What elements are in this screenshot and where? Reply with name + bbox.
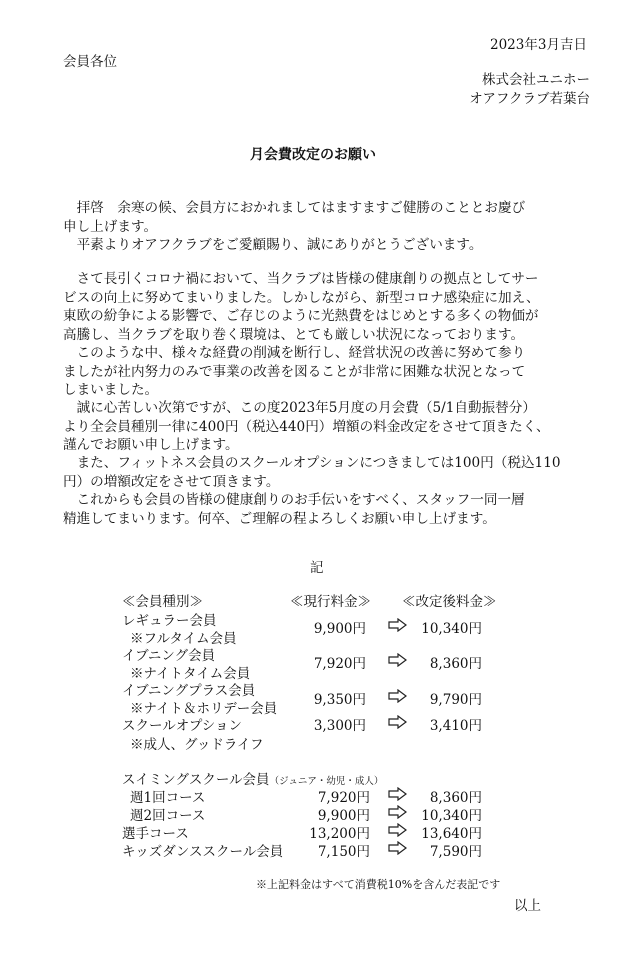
revised-fee: 8,360円 — [429, 790, 482, 806]
addressee: 会員各位 — [63, 54, 117, 70]
current-fee: 3,300円 — [313, 718, 366, 734]
revised-fee: 10,340円 — [421, 808, 482, 824]
revised-fee: 7,590円 — [429, 844, 482, 860]
line: 精進してまいります。何卒、ご理解の程よろしくお願い申し上げます。 — [63, 510, 496, 527]
paragraph-school-option — [63, 454, 563, 491]
revised-fee: 8,360円 — [429, 656, 482, 672]
line: より全会員種別一律に400円（税込440円）増額の料金改定をさせて頂きたく、 — [63, 418, 550, 435]
revised-fee: 9,790円 — [429, 692, 482, 708]
course-name: 選手コース — [122, 826, 189, 842]
swim-heading-label: スイミングスクール会員 — [122, 772, 270, 788]
document-title: 月会費改定のお願い — [250, 147, 376, 163]
swim-heading-note: （ジュニア・幼児・成人） — [269, 776, 384, 787]
member-type-name: スクールオプション — [122, 718, 243, 734]
line: しまいました。 — [63, 382, 159, 398]
revised-fee: 13,640円 — [421, 826, 482, 842]
member-type-name: レギュラー会員 — [122, 613, 217, 629]
revised-fee: 10,340円 — [421, 621, 482, 637]
member-type-name: イブニングプラス会員 — [122, 683, 256, 699]
right-arrow-icon — [388, 841, 408, 855]
header-revised-fee: ≪改定後料金≫ — [402, 594, 497, 610]
current-fee: 13,200円 — [309, 826, 370, 842]
current-fee: 7,150円 — [317, 844, 370, 860]
paragraph-closing — [63, 491, 563, 528]
right-arrow-icon — [388, 653, 408, 667]
sender-company: 株式会社ユニホー — [482, 72, 590, 88]
current-fee: 9,900円 — [313, 621, 366, 637]
paragraph-request — [63, 399, 563, 455]
member-type-note: ※成人、グッドライフ — [130, 737, 264, 753]
line: 謹んでお願い申し上げます。 — [63, 437, 239, 453]
tax-footnote: ※上記料金はすべて消費税10%を含んだ表記です — [256, 878, 501, 891]
line: 誠に心苦しい次第ですが、この度2023年5月度の月会費（5/1自動振替分） — [63, 400, 536, 416]
document-date: 2023年3月吉日 — [490, 37, 587, 53]
line: ましたが社内努力のみで事業の改善を図ることが非常に困難な状況となって — [63, 363, 526, 380]
line: これからも会員の皆様の健康創りのお手伝いをすべく、スタッフ一同一層 — [63, 492, 525, 508]
right-arrow-icon — [388, 805, 408, 819]
current-fee: 9,350円 — [313, 692, 366, 708]
header-member-type: ≪会員種別≫ — [122, 594, 203, 610]
course-name: 週1回コース — [130, 790, 206, 806]
right-arrow-icon — [388, 715, 408, 729]
line: 申し上げます。 — [63, 218, 158, 235]
ki-label: 記 — [310, 560, 324, 576]
closing-mark: 以上 — [514, 898, 541, 914]
current-fee: 9,900円 — [317, 808, 370, 824]
right-arrow-icon — [388, 689, 408, 703]
line: ビスの向上に努めてまいりました。しかしながら、新型コロナ感染症に加え、 — [63, 289, 540, 306]
line: さて長引くコロナ禍において、当クラブは皆様の健康創りの拠点としてサー — [63, 271, 539, 287]
revised-fee: 3,410円 — [429, 718, 482, 734]
right-arrow-icon — [388, 823, 408, 837]
line: 拝啓 余寒の候、会員方におかれましてはますますご健勝のこととお慶び — [63, 200, 526, 216]
right-arrow-icon — [388, 787, 408, 801]
member-type-note: ※ナイト＆ホリデー会員 — [130, 701, 278, 717]
paragraph-effort — [63, 344, 563, 400]
member-type-name: イブニング会員 — [122, 648, 216, 664]
header-current-fee: ≪現行料金≫ — [290, 594, 371, 610]
line: 平素よりオアフクラブをご愛顧賜り、誠にありがとうございます。 — [63, 237, 483, 253]
line: 高騰し、当クラブを取り巻く環境は、とても厳しい状況になっております。 — [63, 326, 525, 343]
right-arrow-icon — [388, 618, 408, 632]
current-fee: 7,920円 — [317, 790, 370, 806]
line: このような中、様々な経費の削減を断行し、経営状況の改善に努めて参り — [63, 345, 526, 361]
member-type-note: ※ナイトタイム会員 — [130, 666, 251, 682]
line: 東欧の紛争による影響で、ご存じのように光熱費をはじめとする多くの物価が — [63, 308, 539, 324]
paragraph-situation — [63, 270, 563, 344]
line: 円）の増額改定をさせて頂きます。 — [63, 473, 280, 490]
course-name: 週2回コース — [130, 808, 206, 824]
line: また、フィットネス会員のスクールオプションにつきましては100円（税込110 — [63, 455, 561, 471]
current-fee: 7,920円 — [313, 656, 366, 672]
member-type-note: ※フルタイム会員 — [130, 631, 237, 647]
swim-heading — [122, 768, 383, 788]
paragraph-thanks — [63, 236, 563, 255]
paragraph-greeting — [63, 199, 563, 236]
sender-club: オアフクラブ若葉台 — [469, 91, 590, 107]
course-name: キッズダンススクール会員 — [122, 844, 284, 860]
